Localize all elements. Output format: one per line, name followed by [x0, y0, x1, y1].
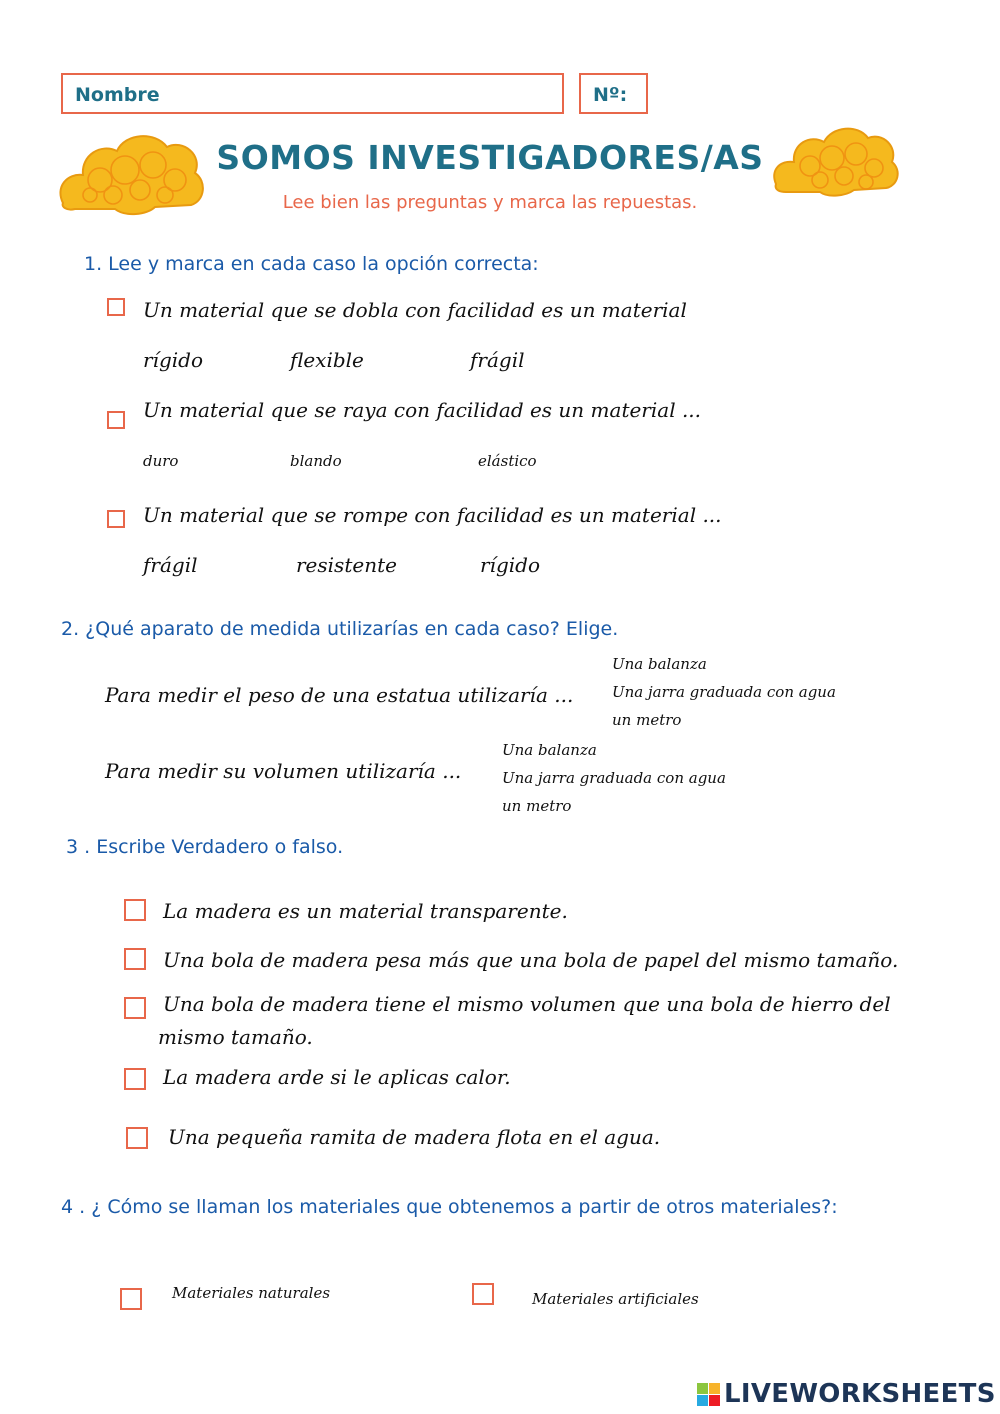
q4-option1-label: Materiales naturales — [172, 1284, 331, 1302]
q4-option2-label: Materiales artificiales — [532, 1290, 699, 1308]
q3-item5-checkbox[interactable] — [126, 1127, 148, 1149]
q2-item2-option[interactable]: Una jarra graduada con agua — [502, 769, 726, 787]
logo-grid-icon — [697, 1383, 720, 1406]
cloud-right-icon — [770, 120, 900, 200]
q1-item3-option[interactable]: resistente — [296, 553, 397, 577]
q3-item2-text: Una bola de madera pesa más que una bola de papel del mismo tamaño. — [163, 948, 899, 972]
q3-item4-checkbox[interactable] — [124, 1068, 146, 1090]
q4-option1-checkbox[interactable] — [120, 1288, 142, 1310]
q2-item1-option[interactable]: Una balanza — [612, 655, 707, 673]
q1-item3-text: Un material que se rompe con facilidad es un material ... — [143, 503, 722, 527]
q1-item2-checkbox[interactable] — [107, 411, 125, 429]
q3-item5-text: Una pequeña ramita de madera flota en el agua. — [168, 1125, 661, 1149]
q1-item1-option[interactable]: flexible — [290, 348, 364, 372]
q1-item3-option[interactable]: frágil — [143, 553, 198, 577]
name-field[interactable] — [61, 73, 564, 114]
q2-item1-option[interactable]: un metro — [612, 711, 682, 729]
q4-heading: 4 . ¿ Cómo se llaman los materiales que obtenemos a partir de otros materiales?: — [61, 1196, 838, 1218]
q1-item2-option[interactable]: blando — [290, 452, 342, 470]
q4-option2-checkbox[interactable] — [472, 1283, 494, 1305]
brand-name: LIVEWORKSHEETS — [724, 1379, 996, 1409]
q2-item2-text: Para medir su volumen utilizaría ... — [105, 759, 462, 783]
cloud-left-icon — [55, 125, 207, 220]
q1-item2-option[interactable]: duro — [143, 452, 179, 470]
q1-item3-option[interactable]: rígido — [480, 553, 540, 577]
page-subtitle: Lee bien las preguntas y marca las repuestas. — [282, 192, 698, 213]
q1-item1-option[interactable]: frágil — [470, 348, 525, 372]
q1-item1-option[interactable]: rígido — [143, 348, 203, 372]
q3-item1-text: La madera es un material transparente. — [163, 899, 568, 923]
q3-item1-checkbox[interactable] — [124, 899, 146, 921]
number-label: Nº: — [593, 84, 628, 106]
q2-heading: 2. ¿Qué aparato de medida utilizarías en cada caso? Elige. — [61, 618, 619, 640]
q1-item1-text: Un material que se dobla con facilidad es un material — [143, 298, 687, 322]
liveworksheets-logo — [697, 1378, 996, 1410]
q3-item3-continuation: mismo tamaño. — [158, 1025, 313, 1049]
q1-heading: 1. Lee y marca en cada caso la opción correcta: — [84, 253, 539, 275]
q2-item2-option[interactable]: Una balanza — [502, 741, 597, 759]
q1-item2-option[interactable]: elástico — [478, 452, 537, 470]
q2-item2-option[interactable]: un metro — [502, 797, 572, 815]
q1-item3-checkbox[interactable] — [107, 510, 125, 528]
page-title: SOMOS INVESTIGADORES/AS — [216, 138, 764, 177]
q3-heading: 3 . Escribe Verdadero o falso. — [66, 836, 344, 858]
q2-item1-text: Para medir el peso de una estatua utilizaría ... — [105, 683, 574, 707]
q1-item2-text: Un material que se raya con facilidad es un material ... — [143, 398, 702, 422]
q3-item4-text: La madera arde si le aplicas calor. — [163, 1065, 511, 1089]
q3-item2-checkbox[interactable] — [124, 948, 146, 970]
q3-item3-text: Una bola de madera tiene el mismo volumen que una bola de hierro del — [163, 992, 891, 1016]
q1-item1-checkbox[interactable] — [107, 298, 125, 316]
q2-item1-option[interactable]: Una jarra graduada con agua — [612, 683, 836, 701]
number-field[interactable] — [579, 73, 648, 114]
name-label: Nombre — [75, 84, 160, 106]
q3-item3-checkbox[interactable] — [124, 997, 146, 1019]
